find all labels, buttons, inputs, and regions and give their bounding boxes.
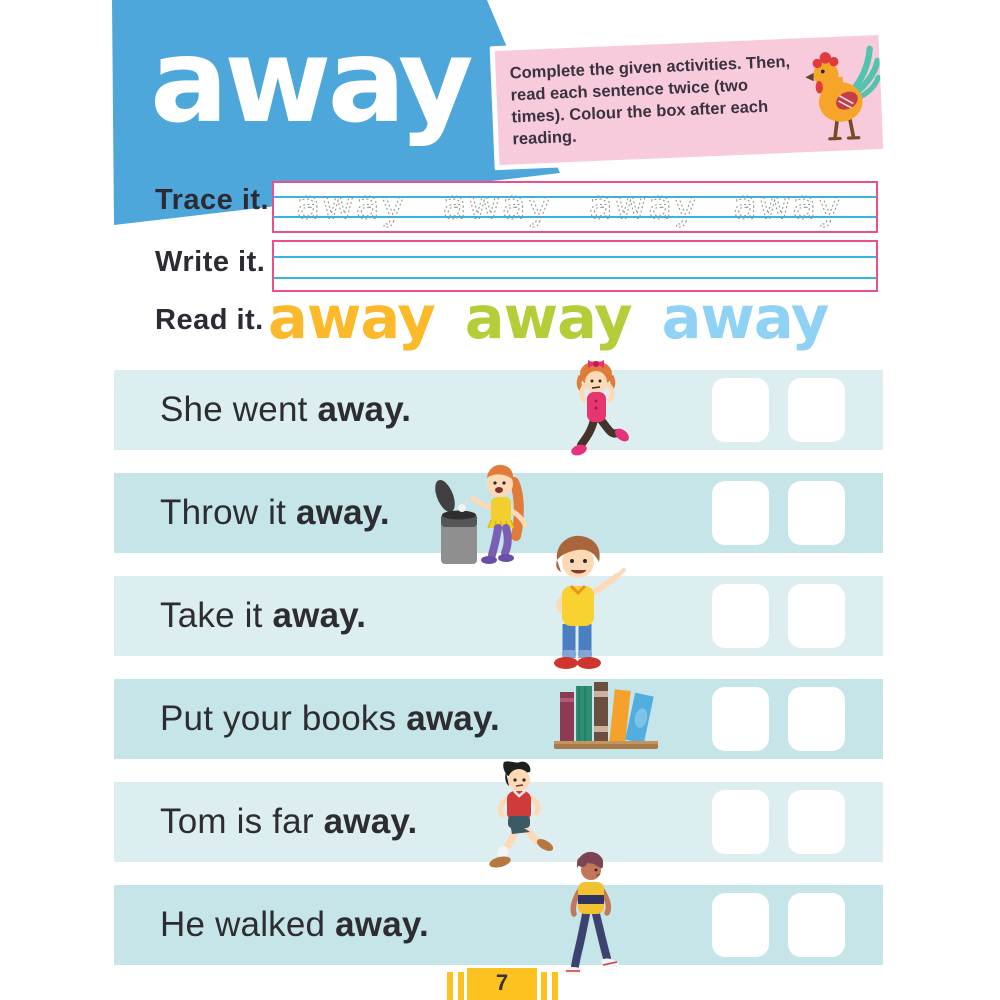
guide-line bbox=[274, 277, 876, 279]
sentence-text: She went away. bbox=[160, 390, 412, 429]
read-label: Read it. bbox=[155, 304, 264, 336]
write-label: Write it. bbox=[155, 246, 266, 278]
girl-running-illustration bbox=[548, 354, 648, 472]
footer-stripe bbox=[541, 972, 547, 1000]
sentence-row bbox=[114, 576, 883, 656]
colour-box[interactable] bbox=[788, 481, 845, 545]
boy-pointing-illustration bbox=[525, 530, 640, 672]
boy-running-illustration bbox=[478, 758, 560, 875]
page-number-tab bbox=[467, 968, 537, 1000]
read-word-green: away bbox=[464, 283, 632, 352]
read-word-yellow: away bbox=[268, 283, 435, 352]
instruction-card bbox=[490, 30, 889, 170]
read-word-blue: away bbox=[661, 283, 829, 352]
trace-label: Trace it. bbox=[155, 184, 270, 216]
colour-box[interactable] bbox=[788, 378, 845, 442]
sentence-text: He walked away. bbox=[160, 905, 429, 944]
svg-text:away: away bbox=[588, 183, 699, 229]
instruction-text: Complete the given activities. Then, read each sentence twice (two times). Colour the box after each reading. bbox=[509, 53, 791, 149]
colour-box[interactable] bbox=[788, 584, 845, 648]
sentence-text: Put your books away. bbox=[160, 699, 500, 738]
read-words bbox=[268, 283, 829, 352]
colour-box[interactable] bbox=[712, 893, 769, 957]
sentence-text: Take it away. bbox=[160, 596, 367, 635]
books-shelf-illustration bbox=[552, 678, 660, 756]
colour-box[interactable] bbox=[788, 687, 845, 751]
trace-box[interactable] bbox=[272, 181, 878, 233]
boy-walking-illustration bbox=[552, 850, 630, 982]
footer-stripe bbox=[447, 972, 453, 1000]
sentence-text: Throw it away. bbox=[160, 493, 390, 532]
colour-box[interactable] bbox=[712, 687, 769, 751]
colour-box[interactable] bbox=[788, 893, 845, 957]
colour-box[interactable] bbox=[712, 584, 769, 648]
svg-text:away: away bbox=[732, 183, 843, 229]
guide-line bbox=[274, 256, 876, 258]
colour-box[interactable] bbox=[712, 481, 769, 545]
svg-text:away: away bbox=[296, 183, 406, 229]
colour-box[interactable] bbox=[712, 378, 769, 442]
colour-box[interactable] bbox=[712, 790, 769, 854]
page-number: 7 bbox=[495, 970, 509, 995]
svg-text:away: away bbox=[442, 183, 552, 229]
sentence-row bbox=[114, 679, 883, 759]
colour-box[interactable] bbox=[788, 790, 845, 854]
girl-trashcan-illustration bbox=[428, 424, 538, 572]
sentence-text: Tom is far away. bbox=[160, 802, 418, 841]
footer-stripe bbox=[458, 972, 464, 1000]
page-title: away bbox=[150, 14, 470, 149]
sentence-row bbox=[114, 885, 883, 965]
trace-words bbox=[274, 183, 876, 231]
rooster-icon bbox=[802, 40, 883, 147]
